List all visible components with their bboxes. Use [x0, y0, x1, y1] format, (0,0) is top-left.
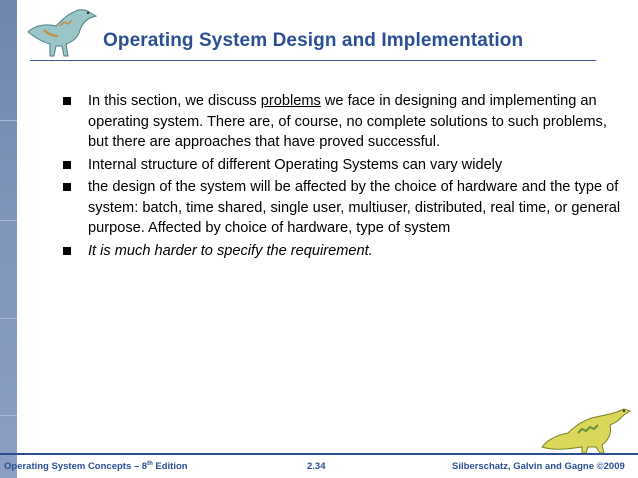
footer-copyright: Silberschatz, Galvin and Gagne ©2009	[452, 461, 625, 472]
bullet-text: the design of the system will be affected by the choice of hardware and the type of system: batch, time shared, single user, multiuser, distributed, real time, or general purpose. Affected by choice of hardware, type of system	[88, 179, 621, 236]
dinosaur-bottom-icon	[538, 403, 634, 457]
footer-book-title: Operating System Concepts – 8th Edition	[4, 461, 188, 473]
underlined-word: problems	[260, 93, 321, 109]
bullet-square-icon	[63, 97, 71, 105]
left-sidebar-bar	[0, 0, 17, 478]
bullet-square-icon	[63, 183, 71, 191]
title-underline	[30, 60, 596, 61]
footer-divider	[0, 453, 638, 455]
bullet-text: It is much harder to specify the requirement.	[88, 242, 373, 259]
bullet-item	[63, 177, 623, 239]
bullet-square-icon	[63, 247, 71, 255]
bullet-item	[63, 91, 623, 153]
bullet-item	[63, 155, 623, 176]
bullet-item	[63, 241, 623, 262]
bullet-text-after: we face in designing and implementing an operating system. There are, of course, no complete solutions to such problems, but there are approaches that have proved successful.	[88, 93, 607, 150]
dinosaur-top-icon	[22, 4, 100, 60]
bullet-square-icon	[63, 161, 71, 169]
slide-title: Operating System Design and Implementation	[103, 30, 524, 51]
bullet-list	[63, 91, 623, 263]
bullet-text: Internal structure of different Operating Systems can vary widely	[88, 156, 503, 173]
bullet-text-before: In this section, we discuss	[88, 93, 261, 109]
footer-page-number: 2.34	[307, 461, 326, 472]
